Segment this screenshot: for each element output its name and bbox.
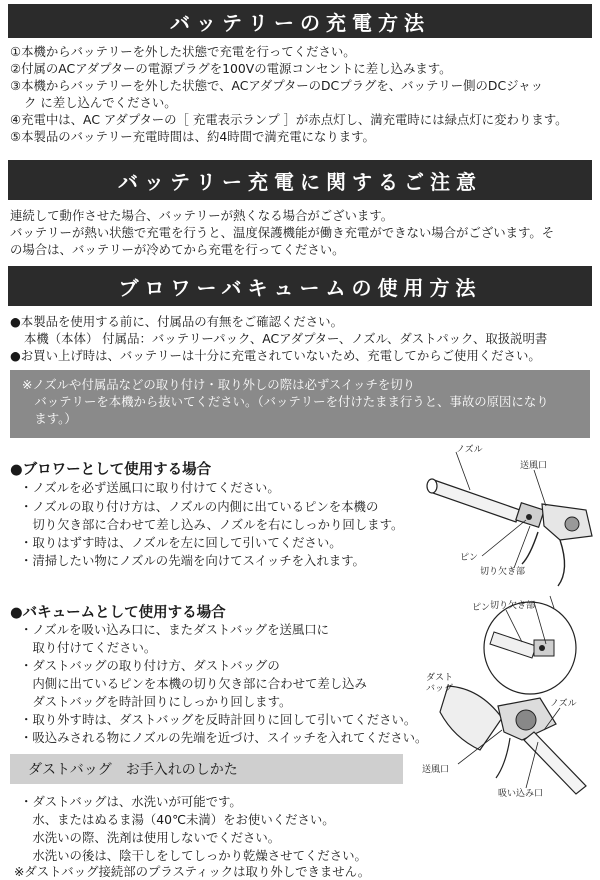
section-header-charging-caution (8, 160, 592, 200)
text-line: ⑤本製品のバッテリー充電時間は、約4時間で満充電になります。 (10, 129, 375, 144)
text-line: ④充電中は、AC アダプターの［ 充電表示ランプ ］が赤点灯し、満充電時には緑点灯に変わります。 (10, 112, 568, 127)
vacuum-illustration (410, 588, 596, 802)
text-line: ・ダストバッグは、水洗いが可能です。 (20, 794, 242, 809)
text-line: ②付属のACアダプターの電源プラグを100Vの電源コンセントに差し込みます。 (10, 61, 452, 76)
dustbag-label-2: バッグ (426, 684, 454, 694)
text-line: ダストバッグを時計回りにしっかり回します。 (20, 694, 292, 709)
text-line: ・清掃したい物にノズルの先端を向けてスイッチを入れます。 (20, 553, 365, 568)
text-line: ・ノズルを必ず送風口に取り付けてください。 (20, 480, 280, 495)
section-title: バッテリーの充電方法 (170, 10, 430, 35)
intake-label: 吸い込み口 (498, 789, 544, 799)
text-line: 水洗いの際、洗剤は使用しないでください。 (20, 830, 281, 845)
text-line: ●お買い上げ時は、バッテリーは十分に充電されていないため、充電してからご使用ください。 (10, 348, 541, 363)
notch-label: 切り欠き部 (480, 567, 526, 577)
text-line: 水、またはぬるま湯（40℃未満）をお使いください。 (20, 812, 335, 827)
text-line: の場合は、バッテリーが冷めてから充電を行ってください。 (10, 242, 345, 257)
blower-illustration (410, 440, 596, 590)
warning-line: バッテリーを本機から抜いてください。（バッテリーを付けたまま行うと、事故の原因になり (22, 394, 549, 409)
text-line: 本機（本体） 付属品：バッテリーパック、ACアダプター、ノズル、ダストパック、取扱説明書 (24, 331, 548, 346)
care-heading: ダストバッグ お手入れのしかた (28, 762, 238, 778)
section-title: バッテリー充電に関するご注意 (118, 169, 482, 194)
section-title: ブロワーバキュームの使用方法 (118, 275, 482, 300)
text-line: 切り欠き部に合わせて差し込み、ノズルを右にしっかり回します。 (20, 517, 404, 532)
text-line: ・取り外す時は、ダストバッグを反時計回りに回して引いてください。 (20, 712, 417, 727)
pin-label: ピン (472, 603, 491, 613)
text-line: ・ダストバッグの取り付け方、ダストバッグの (20, 658, 280, 673)
notch-label: 切り欠き部 (490, 601, 536, 611)
text-line: ・取りはずす時は、ノズルを左に回して引いてください。 (20, 535, 342, 550)
care-heading-band (10, 754, 403, 784)
section-header-charging (8, 4, 592, 38)
outlet-label: 送風口 (422, 765, 450, 775)
text-line: ①本機からバッテリーを外した状態で充電を行ってください。 (10, 44, 356, 59)
text-line: 内側に出ているピンを本機の切り欠き部に合わせて差し込み (20, 676, 367, 691)
text-line: 連続して動作させた場合、バッテリーが熱くなる場合がございます。 (10, 208, 394, 223)
dustbag-label-1: ダスト (426, 673, 454, 683)
text-line: ③本機からバッテリーを外した状態で、ACアダプターのDCプラグを、バッテリー側のDCジャッ (10, 78, 544, 93)
text-line: 水洗いの後は、陰干しをしてしっかり乾燥させてください。 (20, 848, 367, 863)
warning-line: ます。） (22, 411, 77, 426)
text-line: ・ノズルの取り付け方は、ノズルの内側に出ているピンを本機の (20, 499, 379, 514)
outlet-label: 送風口 (520, 461, 548, 471)
blower-heading: ●ブロワーとして使用する場合 (10, 462, 212, 478)
text-line: ・ノズルを吸い込み口に、またダストバッグを送風口に (20, 622, 330, 637)
warning-box (10, 370, 590, 438)
text-line: バッテリーが熱い状態で充電を行うと、温度保護機能が働き充電ができない場合がございます。そ (10, 225, 555, 240)
pin-label: ピン (460, 553, 479, 563)
text-line: ●本製品を使用する前に、付属品の有無をご確認ください。 (10, 314, 343, 329)
text-line: ク に差し込んでください。 (24, 95, 177, 110)
warning-line: ※ノズルや付属品などの取り付け・取り外しの際は必ずスイッチを切り (22, 377, 416, 392)
text-line: ※ダストバッグ接続部のプラスティックは取り外しできません。 (14, 864, 371, 879)
text-line: ・吸込みされる物にノズルの先端を近づけ、スイッチを入れてください。 (20, 730, 428, 745)
section-header-usage (8, 266, 592, 306)
text-line: 取り付けてください。 (20, 640, 157, 655)
vacuum-heading: ●バキュームとして使用する場合 (10, 605, 226, 621)
nozzle-label: ノズル (456, 445, 483, 455)
nozzle-label: ノズル (550, 699, 577, 709)
